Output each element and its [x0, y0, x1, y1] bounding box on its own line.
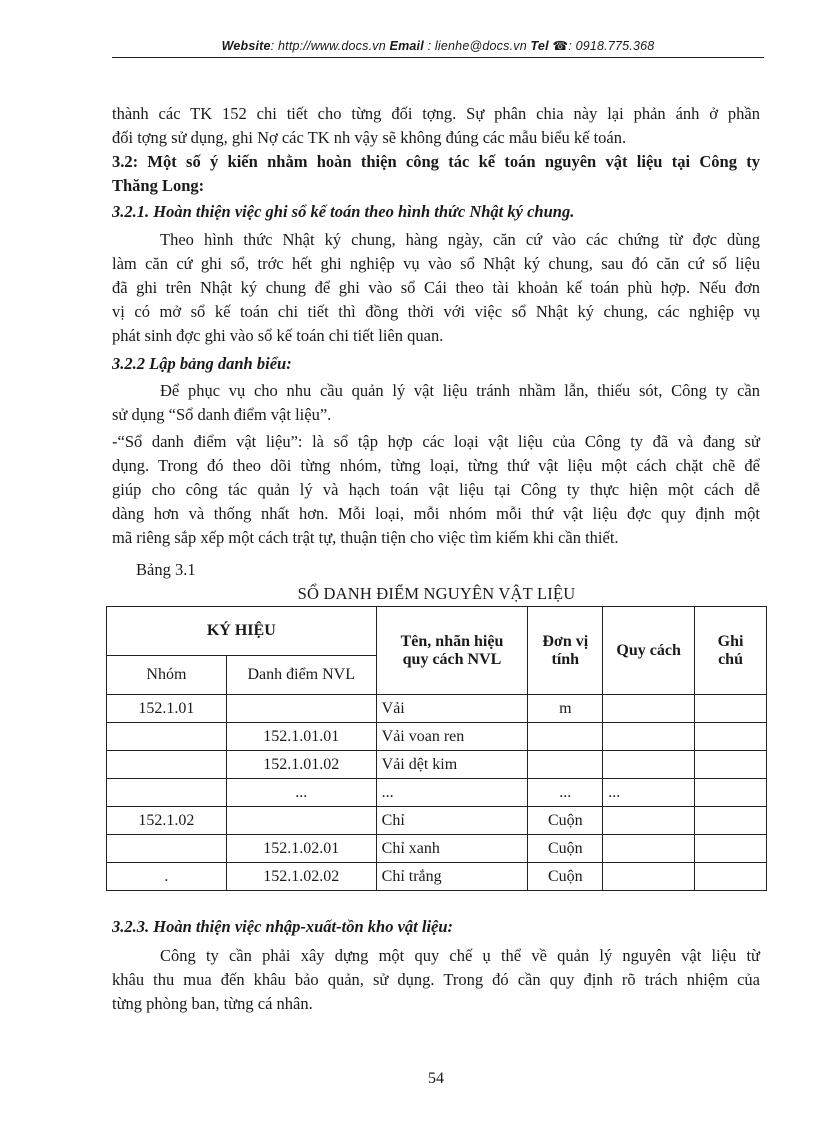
header-danh-diem: Danh điểm NVL	[226, 656, 376, 695]
website-label: Website	[221, 39, 271, 53]
table-row: 152.1.01.02 Vải dệt kim	[107, 751, 767, 779]
intro-paragraph: thành các TK 152 chi tiết cho từng đối tợng. Sự phân chia này lại phản ánh ở phần đối tợng sử dụng, ghi Nợ các TK nh vậy sẽ không đúng các mẫu biểu kế toán.	[112, 104, 760, 147]
table-row: 152.1.01.01 Vải voan ren	[107, 723, 767, 751]
header-nhom: Nhóm	[107, 656, 227, 695]
heading-3-2-2: 3.2.2 Lập bảng danh biểu:	[112, 354, 292, 373]
page-number: 54	[428, 1070, 444, 1087]
table-row: 152.1.01 Vải m	[107, 695, 767, 723]
header-divider	[112, 57, 764, 58]
header-ten: Tên, nhãn hiệu quy cách NVL	[376, 607, 528, 695]
heading-3-2-3: 3.2.3. Hoàn thiện việc nhập-xuất-tồn kho vật liệu:	[112, 917, 454, 936]
paragraph-3-2-1: Theo hình thức Nhật ký chung, hàng ngày, căn cứ vào các chứng từ đợc dùng làm căn cứ ghi sổ, trớc hết ghi nghiệp vụ vào sổ Nhật ký chung, sau đó căn cứ số liệu đã ghi trên Nhật ký chung để ghi vào sổ Cái theo tài khoản kế toán phù hợp. Nếu đơn vị có mở sổ kế toán chi tiết thì đồng thời với việc sổ Nhật ký chung, các nghiệp vụ phát sinh đợc ghi vào sổ kế toán chi tiết liên quan.	[112, 230, 760, 345]
table-row: . 152.1.02.02 Chỉ trắng Cuộn	[107, 863, 767, 891]
header-ghi-chu: Ghi chú	[695, 607, 767, 695]
table-title: SỔ DANH ĐIỂM NGUYÊN VẬT LIỆU	[297, 584, 576, 603]
materials-table	[106, 606, 767, 891]
paragraph-3-2-2-a: Để phục vụ cho nhu cầu quản lý vật liệu tránh nhầm lẫn, thiếu sót, Công ty cần sử dụng “Sổ danh điểm vật liệu”.	[112, 381, 760, 424]
page-header: Website: http://www.docs.vn Email : lienhe@docs.vn Tel ☎: 0918.775.368	[221, 39, 655, 53]
heading-3-2: 3.2: Một số ý kiến nhằm hoàn thiện công tác kế toán nguyên vật liệu tại Công ty Thăng Long:	[112, 152, 760, 195]
tel-number: : 0918.775.368	[568, 39, 655, 53]
phone-icon: ☎	[552, 39, 569, 53]
table-row: 152.1.02 Chỉ Cuộn	[107, 807, 767, 835]
email-label: Email	[389, 39, 424, 53]
heading-3-2-1: 3.2.1. Hoàn thiện việc ghi sổ kế toán theo hình thức Nhật ký chung.	[112, 202, 575, 221]
tel-label: Tel	[530, 39, 549, 53]
header-ky-hieu: KÝ HIỆU	[107, 607, 377, 656]
table-caption: Bảng 3.1	[136, 560, 196, 579]
table-row: ... ... ... ...	[107, 779, 767, 807]
paragraph-3-2-2-b: -“Sổ danh điểm vật liệu”: là sổ tập hợp các loại vật liệu của Công ty đã và đang sử dụng. Trong đó theo dõi từng nhóm, từng loại, từng thứ vật liệu một cách chặt chẽ để giúp cho công tác quản lý và hạch toán vật liệu tại Công ty thực hiện một cách dễ dàng hơn và thống nhất hơn. Mỗi loại, mỗi nhóm mỗi thứ vật liệu đợc quy định một mã riêng sắp xếp một cách trật tự, thuận tiện cho việc tìm kiếm khi cần thiết.	[112, 432, 760, 547]
table-row: 152.1.02.01 Chỉ xanh Cuộn	[107, 835, 767, 863]
header-quy-cach: Quy cách	[603, 607, 695, 695]
website-link[interactable]: http://www.docs.vn	[278, 39, 386, 53]
email-link[interactable]: lienhe@docs.vn	[434, 39, 527, 53]
header-don-vi: Đơn vị tính	[528, 607, 603, 695]
paragraph-3-2-3: Công ty cần phải xây dựng một quy chế ụ thể về quản lý nguyên vật liệu từ khâu thu mua đến khâu bảo quản, sử dụng. Trong đó cần quy định rõ trách nhiệm của từng phòng ban, từng cá nhân.	[112, 946, 760, 1013]
